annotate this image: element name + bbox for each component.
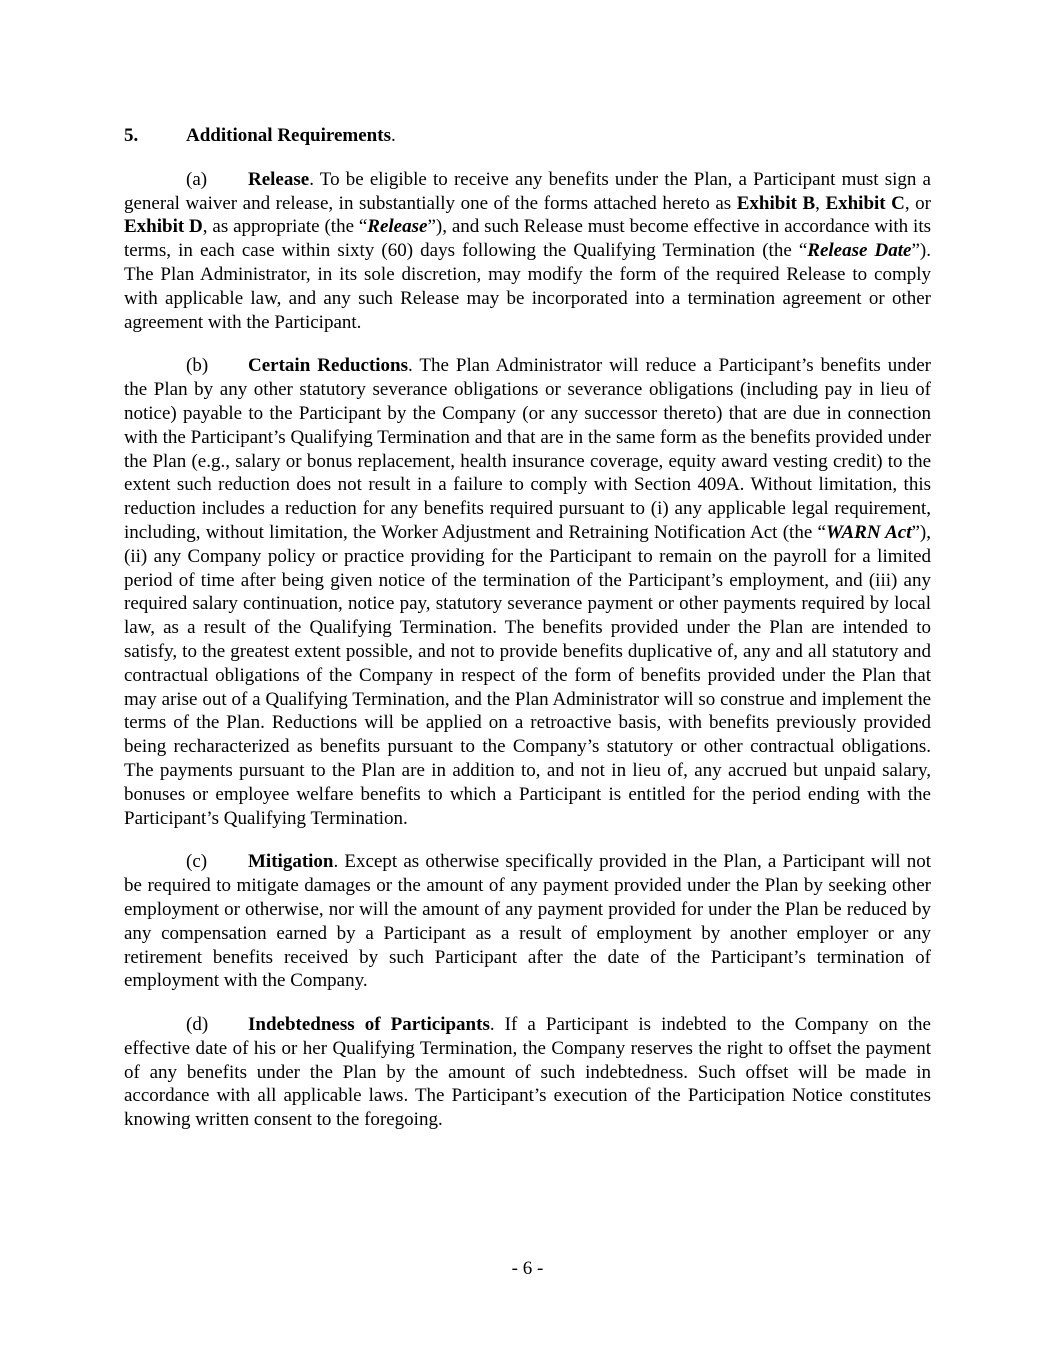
- defined-term: Release: [367, 216, 428, 238]
- paragraph-certain-reductions: [124, 354, 931, 830]
- paragraph-text: . Except as otherwise specifically provided in the Plan, a Participant will not be required to mitigate damages or the amount of any payment provided under the Plan by seeking other employment or otherwise, nor will the amount of any payment provided for under the Plan be reduced by any compensation earned by a Participant as a result of employment by another employer or any retirement benefits received by such Participant after the date of the Participant’s termination of employment with the Company.: [124, 851, 931, 992]
- section-title: Additional Requirements: [186, 125, 391, 146]
- paragraph-label: (a): [186, 168, 208, 190]
- paragraph-label: (c): [186, 851, 208, 873]
- paragraph-text: . If a Participant is indebted to the Company on the effective date of his or her Qualifying Termination, the Company reserves the right to offset the payment of any benefits under the Plan by the amount of such indebtedness. Such offset will be made in accordance with all applicable laws. The Participant’s execution of the Participation Notice constitutes knowing written consent to the foregoing.: [124, 1014, 931, 1131]
- section-number: 5.: [124, 125, 139, 146]
- paragraph-text: ”), and such Release must become effective in accordance with its terms, in each case within sixty (60) days following the Qualifying Termination (the “: [124, 216, 931, 262]
- paragraph-text: ”). The Plan Administrator, in its sole discretion, may modify the form of the required Release to comply with applicable law, and any such Release may be incorporated into a termination agreement or other agreement with the Participant.: [124, 240, 932, 333]
- defined-term: WARN Act: [825, 521, 912, 543]
- paragraph-text: . The Plan Administrator will reduce a Participant’s benefits under the Plan by any other statutory severance obligations or severance obligations (including pay in lieu of notice) payable to the Participant by the Company (or any successor thereto) that are due in connection with the Participant’s Qualifying Termination and that are in the same form as the benefits provided under the Plan (e.g., salary or bonus replacement, health insurance coverage, equity award vesting credit) to the extent such reduction does not result in a failure to comply with Section 409A. Without limitation, this reduction includes a reduction for any benefits required pursuant to (i) any applicable legal requirement, including, without limitation, the Worker Adjustment and Retraining Notification Act (the “: [124, 355, 931, 543]
- paragraph-text: , or: [904, 192, 932, 214]
- paragraph-title: Certain Reductions: [248, 355, 409, 377]
- paragraph-release: [124, 168, 931, 335]
- paragraph-mitigation: [124, 850, 931, 993]
- exhibit-reference: Exhibit B: [736, 192, 816, 214]
- section-title-period: .: [390, 125, 396, 146]
- page-number: - 6 -: [511, 1258, 544, 1279]
- paragraph-label: (b): [186, 355, 209, 377]
- paragraph-indebtedness: [124, 1013, 931, 1132]
- paragraph-text: , as appropriate (the “: [202, 216, 368, 238]
- defined-term: Release Date: [807, 240, 912, 262]
- paragraph-text: ,: [815, 192, 826, 214]
- section-heading: [124, 124, 931, 148]
- paragraph-title: Indebtedness of Participants: [248, 1014, 490, 1036]
- paragraph-text: ”), (ii) any Company policy or practice providing for the Participant to remain on the payroll for a limited period of time after being given notice of the termination of the Participant’s employment, and (iii) any required salary continuation, notice pay, statutory severance payment or other payments required by local law, as a result of the Qualifying Termination. The benefits provided under the Plan are intended to satisfy, to the greatest extent possible, and not to provide benefits duplicative of, any and all statutory and contractual obligations of the Company in respect of the form of benefits provided under the Plan that may arise out of a Qualifying Termination, and the Plan Administrator will so construe and implement the terms of the Plan. Reductions will be applied on a retroactive basis, with benefits previously provided being recharacterized as benefits pursuant to the Company’s statutory or other contractual obligations. The payments pursuant to the Plan are in addition to, and not in lieu of, any accrued but unpaid salary, bonuses or employee welfare benefits to which a Participant is entitled for the period ending with the Participant’s Qualifying Termination.: [124, 521, 932, 829]
- paragraph-text: . To be eligible to receive any benefits under the Plan, a Participant must sign a general waiver and release, in substantially one of the forms attached hereto as: [124, 168, 931, 214]
- paragraph-title: Release: [248, 168, 310, 190]
- document-page: [124, 124, 931, 1152]
- paragraph-label: (d): [186, 1014, 209, 1036]
- paragraph-title: Mitigation: [248, 851, 334, 873]
- exhibit-reference: Exhibit D: [124, 216, 203, 238]
- exhibit-reference: Exhibit C: [825, 192, 905, 214]
